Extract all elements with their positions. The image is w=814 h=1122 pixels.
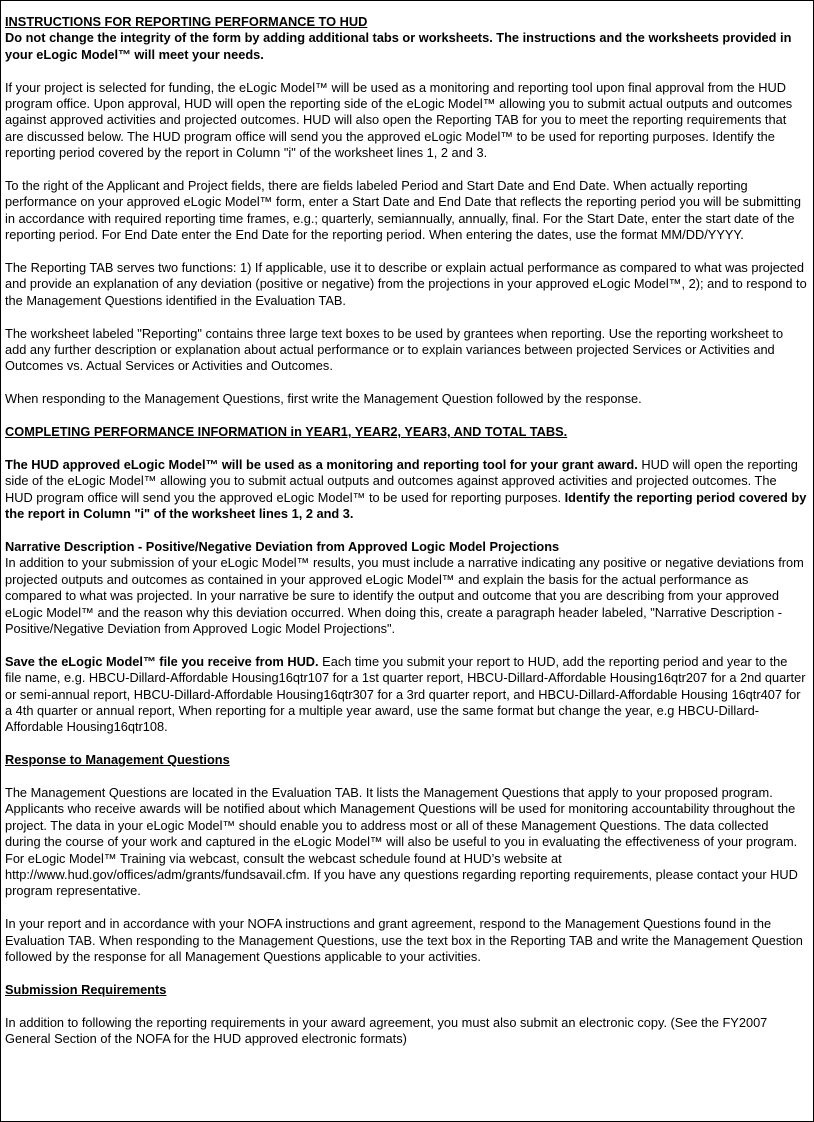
heading-submission-requirements bbox=[5, 982, 807, 998]
para-hud-approved-bold-lead: The HUD approved eLogic Model™ will be used as a monitoring and reporting tool for your grant award. bbox=[5, 456, 638, 472]
heading-completing-performance bbox=[5, 424, 807, 440]
heading-response-mq-text: Response to Management Questions bbox=[5, 752, 230, 768]
para-save-file-normal-tail: Each time you submit your report to HUD, add the reporting period and year to the file name, e.g. HBCU-Dillard-Affordable Housing16qtr107 for a 1st quarter report, HBCU-Dillard-Affordable Housing16qtr207 for a 2nd quarter or semi-annual report, HBCU-Dillard-Affordable Housing16qtr307 for a 3rd quarter report, and HBCU-Dillard-Affordable Housing 16qtr407 for a 4th quarter or annual report, When reporting for a multiple year award, use the same format but change the year, e.g HBCU-Dillard-Affordable Housing16qtr108. bbox=[5, 653, 806, 735]
document-title bbox=[5, 14, 807, 30]
intro-warning: Do not change the integrity of the form by adding additional tabs or worksheets. The instructions and the worksheets provided in your eLogic Model™ will meet your needs. bbox=[5, 30, 792, 62]
para-project-selected: If your project is selected for funding, the eLogic Model™ will be used as a monitoring and reporting tool upon final approval from the HUD program office. Upon approval, HUD will open the reporting side of the eLogic Model™ allowing you to submit actual outputs and outcomes against approved activities and projected outcomes. HUD will also open the Reporting TAB for you to meet the reporting requirements that are discussed below. The HUD program office will send you the approved eLogic Model™ to be used for reporting purposes. Identify the reporting period covered by the report in Column "i" of the worksheet lines 1, 2 and 3. bbox=[5, 79, 793, 161]
para-reporting-tab-functions: The Reporting TAB serves two functions: 1) If applicable, use it to describe or explain actual performance as compared to what was projected and provide an explanation of any deviation (positive or negative) from the projections in your approved eLogic Model™, 2); and to respond to the Management Questions identified in the Evaluation TAB. bbox=[5, 260, 807, 308]
para-hud-approved-normal-mid: HUD will open the reporting side of the eLogic Model™ allowing you to submit actual outputs and outcomes against approved activities and projected outcomes. The HUD program office will send you the approved eLogic Model™ to be used for reporting purposes. bbox=[5, 456, 798, 505]
para-save-file-bold-lead: Save the eLogic Model™ file you receive from HUD. bbox=[5, 653, 319, 669]
para-submission: In addition to following the reporting requirements in your award agreement, you must also submit an electronic copy. (See the FY2007 General Section of the NOFA for the HUD approved electronic formats) bbox=[5, 1014, 768, 1046]
para-report-nofa: In your report and in accordance with your NOFA instructions and grant agreement, respond to the Management Questions found in the Evaluation TAB. When responding to the Management Questions, use the text box in the Reporting TAB and write the Management Question followed by the response for all Management Questions applicable to your activities. bbox=[5, 916, 803, 964]
para-hud-approved-bold-tail: Identify the reporting period covered by the report in Column "i" of the worksheet lines 1, 2 and 3. bbox=[5, 489, 807, 522]
heading-completing-performance-text: COMPLETING PERFORMANCE INFORMATION in YEAR1, YEAR2, YEAR3, AND TOTAL TABS. bbox=[5, 424, 568, 440]
heading-response-mq bbox=[5, 752, 807, 768]
para-responding-mq: When responding to the Management Questions, first write the Management Question followed by the response. bbox=[5, 391, 642, 407]
para-save-file bbox=[5, 654, 807, 736]
para-narrative-deviation: In addition to your submission of your eLogic Model™ results, you must include a narrative indicating any positive or negative deviations from projected outputs and outcomes as contained in your approved eLogic Model™ and explain the basis for the actual performance as compared to what was projected. In your narrative be sure to identify the output and outcome that you are describing from your approved eLogic Model™ and the reason why this deviation occurred. When doing this, create a paragraph header labeled, "Narrative Description - Positive/Negative Deviation from Approved Logic Model Projections". bbox=[5, 555, 804, 636]
para-mq-located: The Management Questions are located in the Evaluation TAB. It lists the Management Questions that apply to your proposed program. Applicants who receive awards will be notified about which Management Questions will be used for monitoring accountability throughout the project. The data in your eLogic Model™ should enable you to address most or all of these Management Questions. The data collected during the course of your work and captured in the eLogic Model™ will also be useful to you in evaluating the effectiveness of your program. For eLogic Model™ Training via webcast, consult the webcast schedule found at HUD’s website at http://www.hud.gov/offices/adm/grants/fundsavail.cfm. If you have any questions regarding reporting requirements, please contact your HUD program representative. bbox=[5, 784, 798, 899]
heading-narrative-deviation: Narrative Description - Positive/Negative Deviation from Approved Logic Model Projections bbox=[5, 538, 560, 554]
para-reporting-worksheet: The worksheet labeled "Reporting" contains three large text boxes to be used by grantees when reporting. Use the reporting worksheet to add any further description or explanation about actual performance or to explain variances between projected Services or Activities and Outcomes vs. Actual Services or Activities and Outcomes. bbox=[5, 325, 784, 374]
para-hud-approved bbox=[5, 457, 807, 523]
heading-submission-requirements-text: Submission Requirements bbox=[5, 981, 167, 997]
para-applicant-fields: To the right of the Applicant and Project fields, there are fields labeled Period and Start Date and End Date. When actually reporting performance on your approved eLogic Model™ form, enter a Start Date and End Date that reflects the reporting period you will be submitting in accordance with required reporting time frames, e.g.; quarterly, semiannually, annually, final. For the Start Date, enter the start date of the reporting period. For End Date enter the End Date for the reporting period. When entering the dates, use the format MM/DD/YYYY. bbox=[5, 178, 801, 243]
document-title-text: INSTRUCTIONS FOR REPORTING PERFORMANCE TO HUD bbox=[5, 14, 368, 29]
